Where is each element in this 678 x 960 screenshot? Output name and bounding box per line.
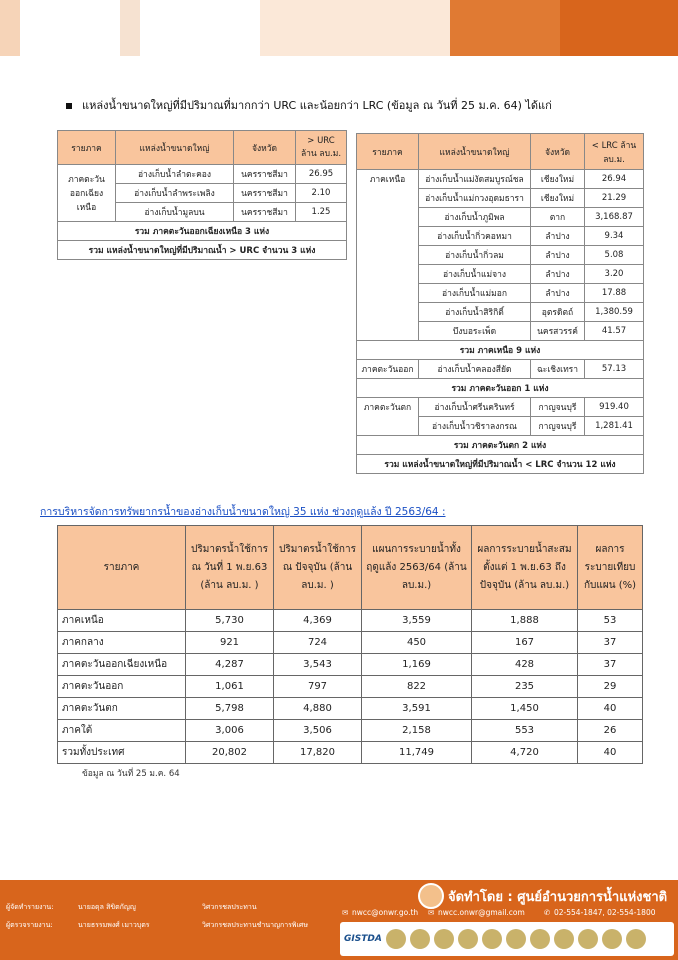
reservoir-cell: อ่างเก็บน้ำกิ่วลม (419, 246, 531, 265)
heading-text: แหล่งน้ำขนาดใหญ่ที่มีปริมาณที่มากกว่า URC และน้อยกว่า LRC (ข้อมูล ณ วันที่ 25 ม.ค. 64) ได้แก่ (82, 99, 552, 112)
province-cell: นครราชสีมา (234, 184, 296, 203)
value-cell: 26.95 (296, 165, 347, 184)
table-row (58, 610, 643, 632)
value-cell: 37 (578, 632, 643, 654)
mail-icon: ✉ (428, 908, 435, 917)
reservoir-cell: อ่างเก็บน้ำแม่มอก (419, 284, 531, 303)
province-cell: ตาก (531, 208, 585, 227)
province-cell: ลำปาง (531, 265, 585, 284)
subtotal-row (58, 222, 347, 241)
value-cell: 4,369 (274, 610, 362, 632)
value-cell: 5,730 (186, 610, 274, 632)
partner-logo-icon (434, 929, 454, 949)
reservoir-cell: อ่างเก็บน้ำคลองสียัด (419, 360, 531, 379)
value-cell: 3,168.87 (585, 208, 644, 227)
value-cell: 3,006 (186, 720, 274, 742)
region-cell: ภาคใต้ (58, 720, 186, 742)
organization-name: จัดทำโดย : ศูนย์อำนวยการน้ำแห่งชาติ (448, 890, 668, 905)
header-cell: > URC ล้าน ลบ.ม. (296, 131, 347, 165)
value-cell: 1,169 (362, 654, 472, 676)
table-row (58, 676, 643, 698)
partner-logo-icon (386, 929, 406, 949)
region-cell: ภาคตะวันตก (58, 698, 186, 720)
value-cell: 21.29 (585, 189, 644, 208)
table-row (357, 360, 644, 379)
footer (0, 880, 678, 960)
management-table (57, 525, 643, 764)
reservoir-cell: อ่างเก็บน้ำลำพระเพลิง (116, 184, 234, 203)
value-cell: 5.08 (585, 246, 644, 265)
reporter-title: วิศวกรชลประทาน (202, 903, 257, 911)
email-primary: nwcc@onwr.go.th (352, 908, 419, 917)
reservoir-cell: อ่างเก็บน้ำแม่จาง (419, 265, 531, 284)
value-cell: 57.13 (585, 360, 644, 379)
table-row (58, 654, 643, 676)
header-cell: จังหวัด (531, 134, 585, 170)
header-cell: รายภาค (58, 131, 116, 165)
partner-logo-icon (506, 929, 526, 949)
header-cell: รายภาค (357, 134, 419, 170)
header-cell: ปริมาตรน้ำใช้การ ณ วันที่ 1 พ.ย.63 (ล้าน ลบ.ม. ) (186, 526, 274, 610)
section-title: การบริหารจัดการทรัพยากรน้ำของอ่างเก็บน้ำขนาดใหญ่ 35 แห่ง ช่วงฤดูแล้ง ปี 2563/64 : (40, 506, 446, 518)
reviewer-name: นายธรรมพงศ์ เมาวบุตร (78, 921, 150, 929)
value-cell: 4,720 (472, 742, 578, 764)
partner-logo-icon (578, 929, 598, 949)
reporter-name: นายอดุล สิขิตกัญญู (78, 903, 136, 911)
table-row (58, 720, 643, 742)
subtotal-cell: รวม ภาคตะวันตก 2 แห่ง (357, 436, 644, 455)
email-icon: ✉ (342, 908, 349, 917)
value-cell: 17,820 (274, 742, 362, 764)
table-header-row (58, 131, 347, 165)
lrc-table (356, 133, 644, 474)
value-cell: 797 (274, 676, 362, 698)
partner-logo-icon (554, 929, 574, 949)
subtotal-cell: รวม ภาคตะวันออก 1 แห่ง (357, 379, 644, 398)
reservoir-cell: อ่างเก็บน้ำสิริกิติ์ (419, 303, 531, 322)
region-cell: ภาคเหนือ (58, 610, 186, 632)
header-cell: ผลการระบายน้ำสะสม ตั้งแต่ 1 พ.ย.63 ถึงปัจจุบัน (ล้าน ลบ.ม.) (472, 526, 578, 610)
value-cell: 235 (472, 676, 578, 698)
region-cell: รวมทั้งประเทศ (58, 742, 186, 764)
value-cell: 37 (578, 654, 643, 676)
province-cell: กาญจนบุรี (531, 417, 585, 436)
reservoir-cell: อ่างเก็บน้ำกิ่วคอหมา (419, 227, 531, 246)
subtotal-cell: รวม ภาคตะวันออกเฉียงเหนือ 3 แห่ง (58, 222, 347, 241)
bullet-icon (66, 103, 72, 109)
header-cell: แหล่งน้ำขนาดใหญ่ (116, 131, 234, 165)
partner-logos (340, 922, 674, 956)
region-cell: ภาคตะวันออก (357, 360, 419, 379)
province-cell: ฉะเชิงเทรา (531, 360, 585, 379)
value-cell: 919.40 (585, 398, 644, 417)
total-cell: รวม แหล่งน้ำขนาดใหญ่ที่มีปริมาณน้ำ > URC จำนวน 3 แห่ง (58, 241, 347, 260)
partner-logo-icon (530, 929, 550, 949)
value-cell: 1,281.41 (585, 417, 644, 436)
partner-logo-icon (602, 929, 622, 949)
value-cell: 40 (578, 742, 643, 764)
value-cell: 40 (578, 698, 643, 720)
region-cell: ภาคเหนือ (357, 170, 419, 341)
value-cell: 41.57 (585, 322, 644, 341)
province-cell: นครราชสีมา (234, 165, 296, 184)
reservoir-cell: อ่างเก็บน้ำมูลบน (116, 203, 234, 222)
value-cell: 4,287 (186, 654, 274, 676)
subtotal-row (357, 341, 644, 360)
table-row (58, 165, 347, 184)
province-cell: เชียงใหม่ (531, 189, 585, 208)
partner-logo-icon (410, 929, 430, 949)
value-cell: 1,061 (186, 676, 274, 698)
value-cell: 1.25 (296, 203, 347, 222)
value-cell: 5,798 (186, 698, 274, 720)
urc-table (57, 130, 347, 260)
gistda-logo: GISTDA (344, 934, 382, 944)
value-cell: 822 (362, 676, 472, 698)
value-cell: 450 (362, 632, 472, 654)
reservoir-cell: อ่างเก็บน้ำศรีนครินทร์ (419, 398, 531, 417)
header-cell: ปริมาตรน้ำใช้การ ณ ปัจจุบัน (ล้าน ลบ.ม. ) (274, 526, 362, 610)
table-header-row (357, 134, 644, 170)
province-cell: กาญจนบุรี (531, 398, 585, 417)
region-cell: ภาคกลาง (58, 632, 186, 654)
total-row (357, 455, 644, 474)
value-cell: 3,559 (362, 610, 472, 632)
region-cell: ภาคตะวันออกเฉียงเหนือ (58, 654, 186, 676)
region-cell: ภาคตะวันออกเฉียงเหนือ (58, 165, 116, 222)
value-cell: 11,749 (362, 742, 472, 764)
partner-logo-icon (626, 929, 646, 949)
value-cell: 26.94 (585, 170, 644, 189)
reviewer-label: ผู้ตรวจรายงาน: (6, 921, 53, 929)
phone-icon: ✆ (544, 908, 551, 917)
table-row (357, 398, 644, 417)
banner-stripe (120, 0, 140, 56)
value-cell: 1,450 (472, 698, 578, 720)
region-cell: ภาคตะวันออก (58, 676, 186, 698)
subtotal-row (357, 436, 644, 455)
province-cell: นครราชสีมา (234, 203, 296, 222)
table-row (58, 698, 643, 720)
subtotal-row (357, 379, 644, 398)
value-cell: 167 (472, 632, 578, 654)
total-row (58, 241, 347, 260)
banner-stripe (560, 0, 678, 56)
email-secondary: nwcc.onwr@gmail.com (438, 908, 525, 917)
reservoir-cell: อ่างเก็บน้ำแม่กวงอุดมธารา (419, 189, 531, 208)
province-cell: อุตรดิตถ์ (531, 303, 585, 322)
value-cell: 20,802 (186, 742, 274, 764)
header-cell: รายภาค (58, 526, 186, 610)
table-header-row (58, 526, 643, 610)
reservoir-cell: อ่างเก็บน้ำวชิราลงกรณ (419, 417, 531, 436)
value-cell: 1,888 (472, 610, 578, 632)
province-cell: ลำปาง (531, 246, 585, 265)
province-cell: ลำปาง (531, 284, 585, 303)
region-cell: ภาคตะวันตก (357, 398, 419, 436)
partner-logo-icon (482, 929, 502, 949)
value-cell: 26 (578, 720, 643, 742)
value-cell: 3,506 (274, 720, 362, 742)
top-banner (0, 0, 678, 56)
total-cell: รวม แหล่งน้ำขนาดใหญ่ที่มีปริมาณน้ำ < LRC จำนวน 12 แห่ง (357, 455, 644, 474)
province-cell: ลำปาง (531, 227, 585, 246)
value-cell: 29 (578, 676, 643, 698)
header-cell: จังหวัด (234, 131, 296, 165)
phone-numbers: 02-554-1847, 02-554-1800 (554, 908, 656, 917)
reporter-label: ผู้จัดทำรายงาน: (6, 903, 54, 911)
reviewer-title: วิศวกรชลประทานชำนาญการพิเศษ (202, 921, 308, 929)
reservoir-cell: บึงบอระเพ็ด (419, 322, 531, 341)
banner-stripe (0, 0, 20, 56)
value-cell: 3,591 (362, 698, 472, 720)
value-cell: 3.20 (585, 265, 644, 284)
value-cell: 1,380.59 (585, 303, 644, 322)
value-cell: 724 (274, 632, 362, 654)
province-cell: นครสวรรค์ (531, 322, 585, 341)
value-cell: 553 (472, 720, 578, 742)
header-cell: < LRC ล้าน ลบ.ม. (585, 134, 644, 170)
reservoir-cell: อ่างเก็บน้ำภูมิพล (419, 208, 531, 227)
value-cell: 17.88 (585, 284, 644, 303)
onwr-emblem-icon (418, 883, 444, 909)
province-cell: เชียงใหม่ (531, 170, 585, 189)
value-cell: 2,158 (362, 720, 472, 742)
value-cell: 2.10 (296, 184, 347, 203)
table-row (58, 632, 643, 654)
value-cell: 4,880 (274, 698, 362, 720)
header-cell: แหล่งน้ำขนาดใหญ่ (419, 134, 531, 170)
heading (66, 96, 552, 114)
value-cell: 9.34 (585, 227, 644, 246)
header-cell: ผลการระบายเทียบกับแผน (%) (578, 526, 643, 610)
value-cell: 53 (578, 610, 643, 632)
subtotal-cell: รวม ภาคเหนือ 9 แห่ง (357, 341, 644, 360)
reservoir-cell: อ่างเก็บน้ำลำตะคอง (116, 165, 234, 184)
data-date-note: ข้อมูล ณ วันที่ 25 ม.ค. 64 (82, 769, 180, 779)
total-row (58, 742, 643, 764)
value-cell: 921 (186, 632, 274, 654)
reservoir-cell: อ่างเก็บน้ำแม่งัดสมบูรณ์ชล (419, 170, 531, 189)
value-cell: 3,543 (274, 654, 362, 676)
partner-logo-icon (458, 929, 478, 949)
table-row (357, 170, 644, 189)
header-cell: แผนการระบายน้ำทั้งฤดูแล้ง 2563/64 (ล้าน ลบ.ม.) (362, 526, 472, 610)
value-cell: 428 (472, 654, 578, 676)
